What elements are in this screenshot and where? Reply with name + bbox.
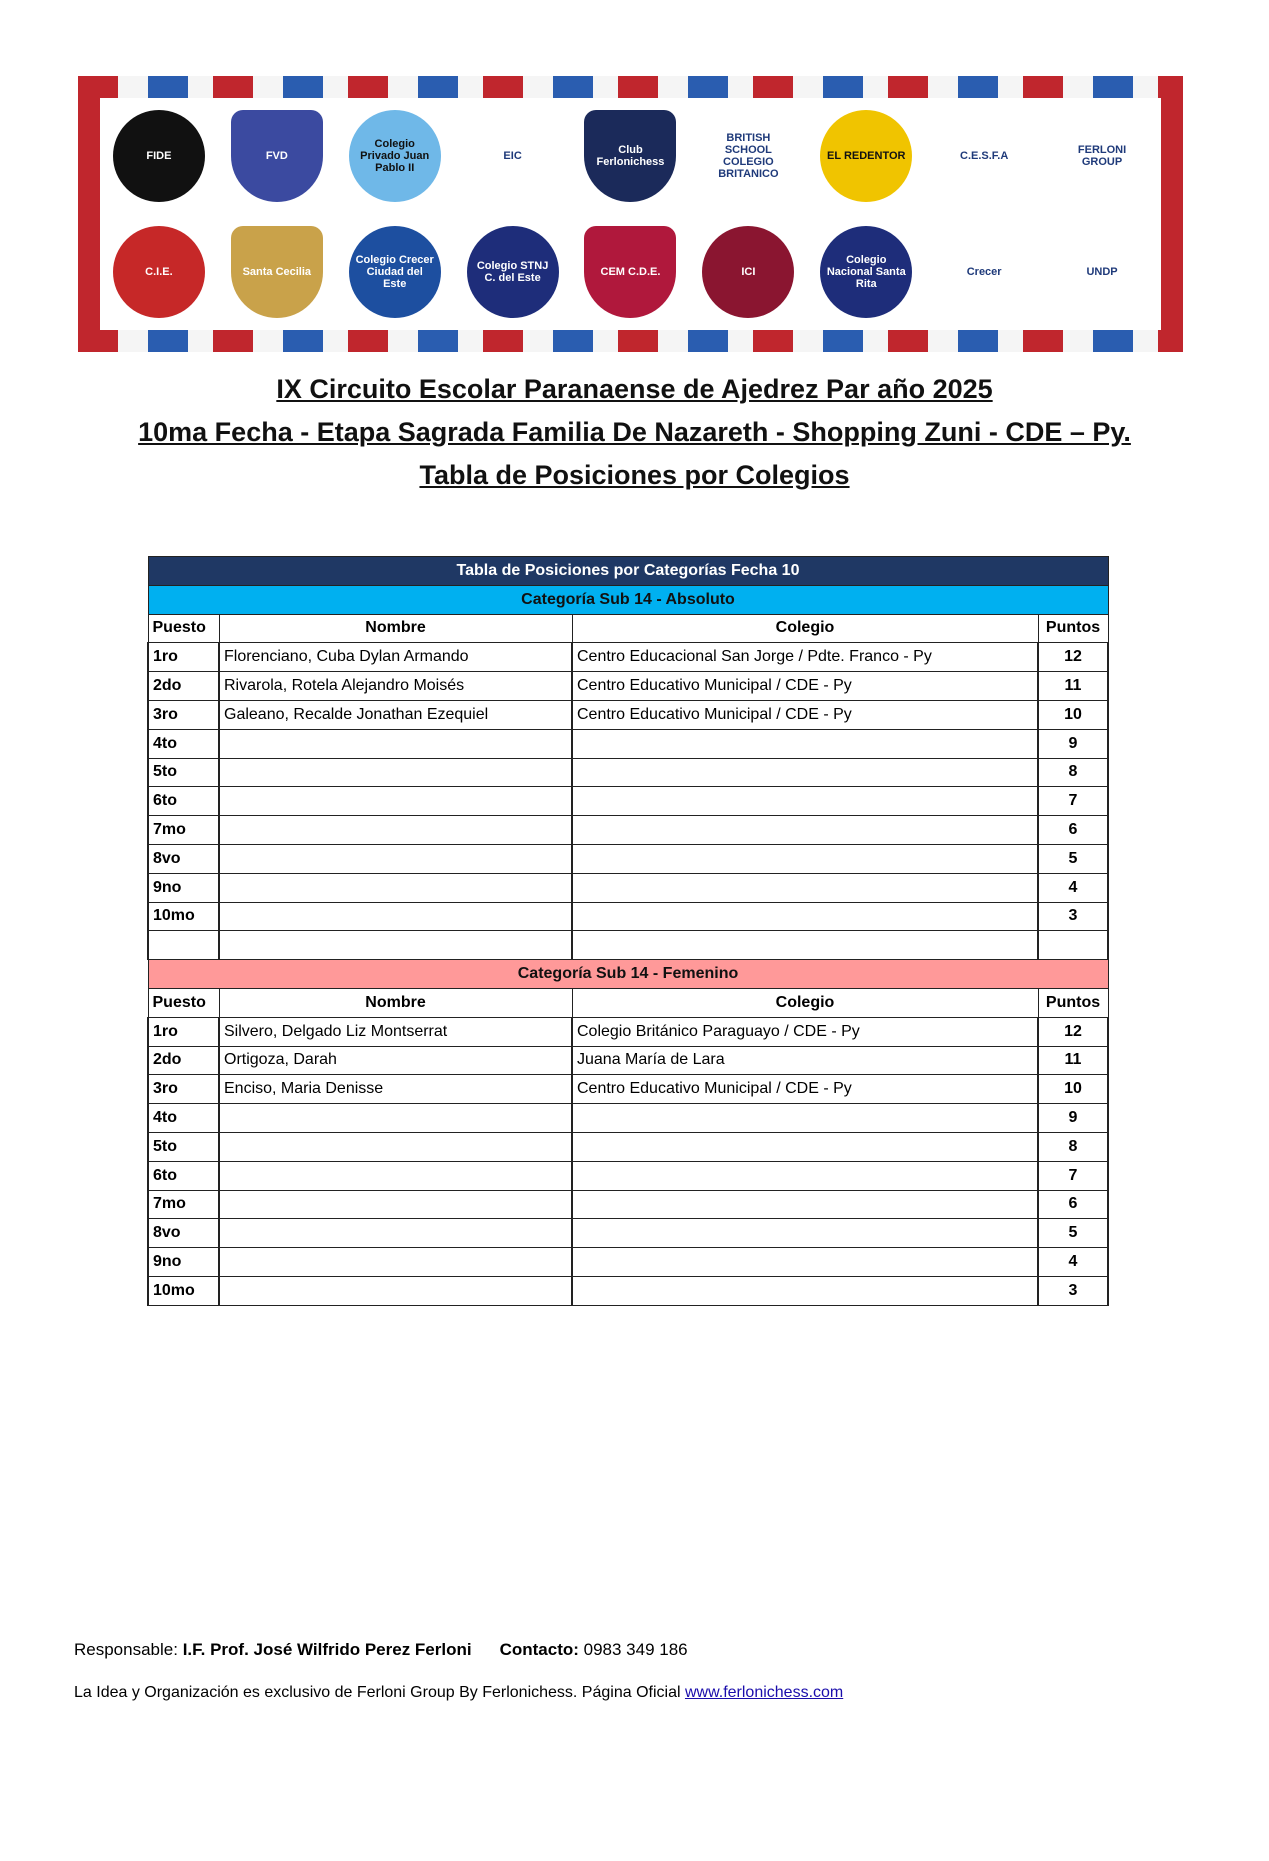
cell-puesto: 5to [148, 1132, 219, 1161]
cell-puesto: 7mo [148, 816, 219, 845]
cell-nombre [219, 729, 572, 758]
header-puntos: Puntos [1038, 614, 1108, 643]
table-row [148, 1104, 1108, 1133]
cell-puntos: 8 [1038, 1132, 1108, 1161]
cell-colegio: Centro Educativo Municipal / CDE - Py [572, 1075, 1038, 1104]
cell-nombre: Florenciano, Cuba Dylan Armando [219, 643, 572, 672]
table-row [148, 729, 1108, 758]
table-colh [148, 614, 1108, 643]
cell-puesto: 5to [148, 758, 219, 787]
cell-puntos: 6 [1038, 1190, 1108, 1219]
cell-nombre [219, 787, 572, 816]
cell-puntos: 10 [1038, 700, 1108, 729]
document-titles [0, 368, 1269, 497]
cell-puesto: 3ro [148, 1075, 219, 1104]
official-site-link[interactable]: www.ferlonichess.com [684, 1684, 844, 1701]
cell-puntos: 8 [1038, 758, 1108, 787]
cell-puesto: 9no [148, 1248, 219, 1277]
cell-puntos: 9 [1038, 1104, 1108, 1133]
contacto-value: 0983 349 186 [583, 1640, 688, 1659]
table-row [148, 902, 1108, 931]
header-puesto: Puesto [148, 614, 219, 643]
logo-grid [100, 98, 1161, 330]
cell-puntos: 5 [1038, 1219, 1108, 1248]
cell-colegio [572, 1276, 1038, 1305]
table-row [148, 700, 1108, 729]
header-nombre: Nombre [219, 614, 572, 643]
cell-puntos: 3 [1038, 902, 1108, 931]
title-fecha: 10ma Fecha - Etapa Sagrada Familia De Nazareth - Shopping Zuni - CDE – Py. [138, 417, 1131, 447]
table-row [148, 931, 1108, 960]
cell-puesto: 7mo [148, 1190, 219, 1219]
cell-colegio [572, 873, 1038, 902]
cell-colegio [572, 1248, 1038, 1277]
cell-puesto: 1ro [148, 643, 219, 672]
cell-colegio [572, 1132, 1038, 1161]
cell-colegio [572, 1104, 1038, 1133]
header-puntos: Puntos [1038, 988, 1108, 1017]
table-row [148, 787, 1108, 816]
cell-colegio: Centro Educacional San Jorge / Pdte. Franco - Py [572, 643, 1038, 672]
school-logo: Crecer [966, 265, 1002, 278]
cell-puesto: 3ro [148, 700, 219, 729]
footer-idea [74, 1684, 843, 1702]
header-colegio: Colegio [572, 988, 1038, 1017]
cell-colegio [572, 729, 1038, 758]
cell-puntos: 12 [1038, 643, 1108, 672]
cell-puntos: 4 [1038, 1248, 1108, 1277]
cell-nombre [219, 1132, 572, 1161]
cell-nombre: Ortigoza, Darah [219, 1046, 572, 1075]
cell-colegio: Colegio Británico Paraguayo / CDE - Py [572, 1017, 1038, 1046]
school-logo: CEM C.D.E. [584, 226, 676, 318]
cell-puntos: 7 [1038, 1161, 1108, 1190]
category-title: Categoría Sub 14 - Absoluto [148, 585, 1108, 614]
table-sub-abs [148, 585, 1108, 614]
cell-colegio: Centro Educativo Municipal / CDE - Py [572, 672, 1038, 701]
cell-puesto: 8vo [148, 1219, 219, 1248]
school-logo: Club Ferlonichess [584, 110, 676, 202]
cell-puntos: 7 [1038, 787, 1108, 816]
cell-nombre [219, 1219, 572, 1248]
cell-nombre [219, 1276, 572, 1305]
cell-colegio [572, 1161, 1038, 1190]
table-row [148, 1132, 1108, 1161]
header-nombre: Nombre [219, 988, 572, 1017]
school-logo: C.I.E. [113, 226, 205, 318]
school-logo: UNDP [1086, 265, 1118, 278]
table-row [148, 643, 1108, 672]
sponsor-logos-banner [78, 76, 1183, 352]
cell-puntos: 9 [1038, 729, 1108, 758]
cell-nombre [219, 873, 572, 902]
title-circuit: IX Circuito Escolar Paranaense de Ajedrez Par año 2025 [276, 374, 993, 404]
table-row [148, 844, 1108, 873]
category-title: Categoría Sub 14 - Femenino [148, 960, 1108, 989]
cell-puesto: 8vo [148, 844, 219, 873]
cell-nombre [219, 844, 572, 873]
cell-puesto: 10mo [148, 1276, 219, 1305]
table-title: Tabla de Posiciones por Categorías Fecha 10 [148, 557, 1108, 586]
cell-colegio [572, 787, 1038, 816]
cell-puesto: 2do [148, 1046, 219, 1075]
cell-nombre [219, 1248, 572, 1277]
school-logo: ICI [702, 226, 794, 318]
table-colh [148, 988, 1108, 1017]
table-row [148, 816, 1108, 845]
school-logo: FIDE [113, 110, 205, 202]
school-logo: EL REDENTOR [820, 110, 912, 202]
footer-responsable [74, 1640, 688, 1660]
school-logo: FERLONI GROUP [1077, 143, 1127, 168]
cell-puntos: 5 [1038, 844, 1108, 873]
cell-colegio [572, 1190, 1038, 1219]
cell-empty [219, 931, 572, 960]
school-logo: Santa Cecilia [231, 226, 323, 318]
cell-puntos: 11 [1038, 1046, 1108, 1075]
cell-colegio: Juana María de Lara [572, 1046, 1038, 1075]
cell-nombre: Enciso, Maria Denisse [219, 1075, 572, 1104]
school-logo: EIC [503, 149, 522, 162]
cell-nombre [219, 902, 572, 931]
cell-puntos: 6 [1038, 816, 1108, 845]
cell-puesto: 1ro [148, 1017, 219, 1046]
cell-nombre [219, 758, 572, 787]
school-logo: Colegio Nacional Santa Rita [820, 226, 912, 318]
table-row [148, 1276, 1108, 1305]
school-logo: Colegio Crecer Ciudad del Este [349, 226, 441, 318]
cell-nombre: Silvero, Delgado Liz Montserrat [219, 1017, 572, 1046]
table-row [148, 873, 1108, 902]
cell-colegio [572, 1219, 1038, 1248]
cell-nombre: Galeano, Recalde Jonathan Ezequiel [219, 700, 572, 729]
cell-colegio [572, 816, 1038, 845]
cell-colegio [572, 758, 1038, 787]
cell-puntos: 10 [1038, 1075, 1108, 1104]
cell-nombre [219, 816, 572, 845]
cell-empty [148, 931, 219, 960]
table-row [148, 1248, 1108, 1277]
school-logo: FVD [231, 110, 323, 202]
table-row [148, 672, 1108, 701]
school-logo: BRITISH SCHOOL COLEGIO BRITANICO [718, 131, 779, 181]
school-logo: Colegio Privado Juan Pablo II [349, 110, 441, 202]
table-row [148, 1046, 1108, 1075]
cell-colegio: Centro Educativo Municipal / CDE - Py [572, 700, 1038, 729]
standings-table [147, 556, 1109, 1306]
table-row [148, 1161, 1108, 1190]
cell-nombre [219, 1104, 572, 1133]
cell-nombre [219, 1161, 572, 1190]
header-puesto: Puesto [148, 988, 219, 1017]
cell-puesto: 4to [148, 1104, 219, 1133]
table-row [148, 1219, 1108, 1248]
table-row [148, 1190, 1108, 1219]
table-row [148, 1017, 1108, 1046]
cell-nombre: Rivarola, Rotela Alejandro Moisés [219, 672, 572, 701]
cell-puesto: 4to [148, 729, 219, 758]
cell-colegio [572, 844, 1038, 873]
cell-nombre [219, 1190, 572, 1219]
cell-puntos: 12 [1038, 1017, 1108, 1046]
school-logo: C.E.S.F.A [960, 149, 1009, 162]
contacto-label: Contacto: [499, 1640, 584, 1659]
cell-puntos: 3 [1038, 1276, 1108, 1305]
cell-puesto: 6to [148, 787, 219, 816]
responsable-name: I.F. Prof. José Wilfrido Perez Ferloni [182, 1640, 472, 1659]
cell-empty [572, 931, 1038, 960]
cell-empty [1038, 931, 1108, 960]
table-row [148, 1075, 1108, 1104]
title-tabla: Tabla de Posiciones por Colegios [419, 460, 850, 490]
school-logo: Colegio STNJ C. del Este [467, 226, 559, 318]
cell-puesto: 9no [148, 873, 219, 902]
table-sub-fem [148, 960, 1108, 989]
header-colegio: Colegio [572, 614, 1038, 643]
idea-text: La Idea y Organización es exclusivo de Ferloni Group By Ferlonichess. Página Oficial [74, 1684, 685, 1701]
cell-colegio [572, 902, 1038, 931]
cell-puesto: 2do [148, 672, 219, 701]
cell-puntos: 4 [1038, 873, 1108, 902]
responsable-label: Responsable: [74, 1640, 183, 1659]
table-row [148, 758, 1108, 787]
cell-puesto: 10mo [148, 902, 219, 931]
cell-puesto: 6to [148, 1161, 219, 1190]
cell-puntos: 11 [1038, 672, 1108, 701]
